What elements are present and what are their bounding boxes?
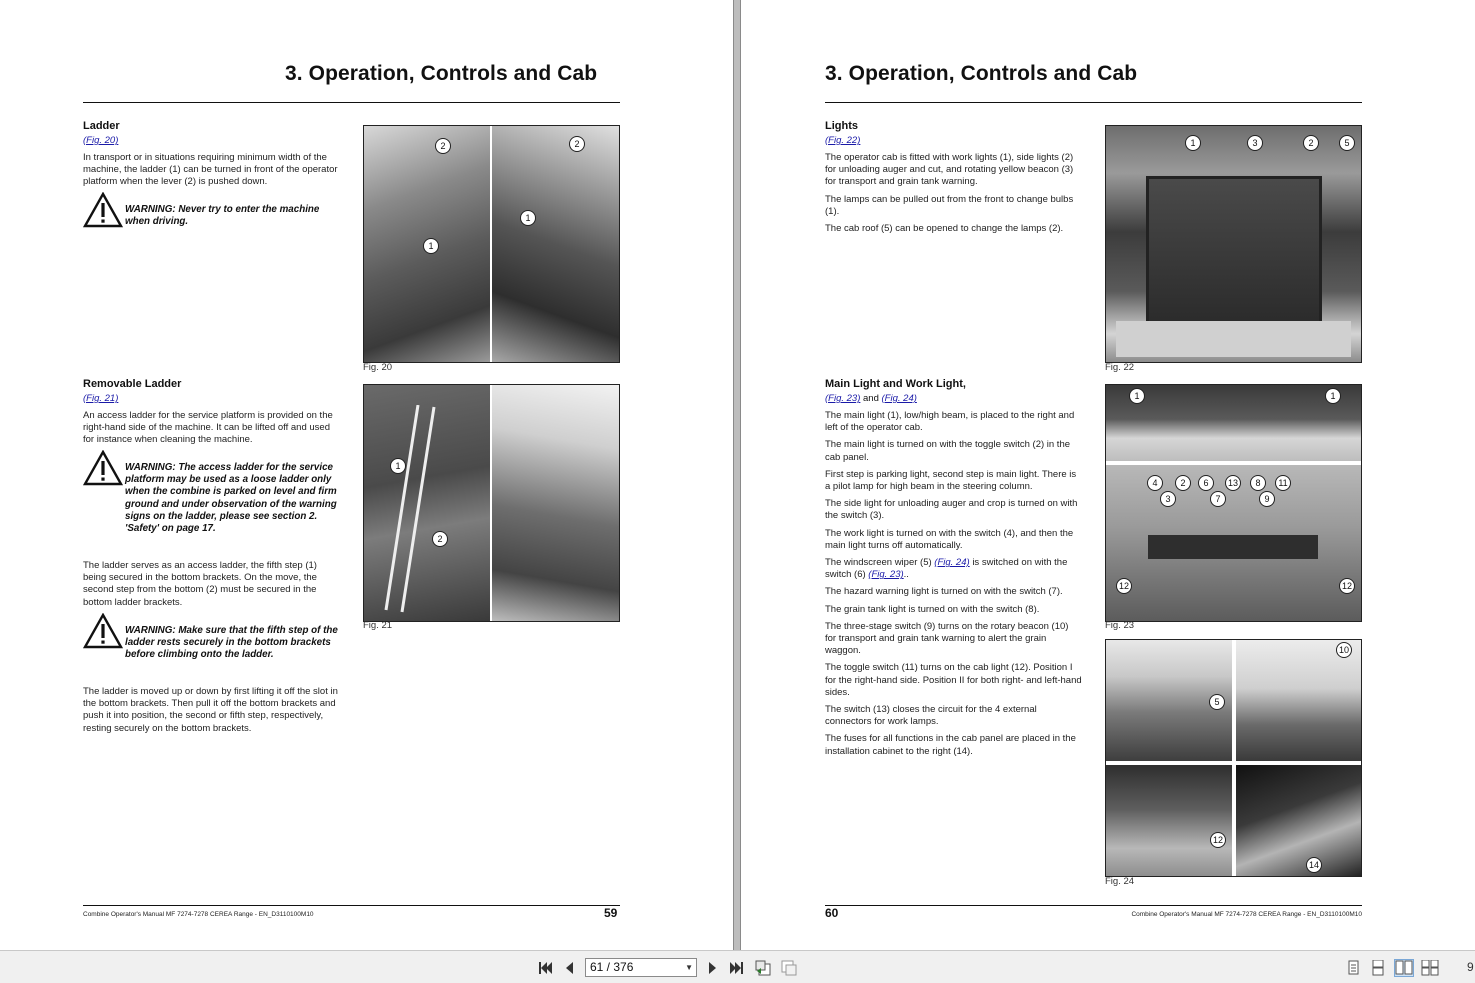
figure-caption: Fig. 20: [363, 362, 393, 373]
callout-1: 1: [520, 210, 536, 226]
main-light-paragraph: The hazard warning light is turned on with the switch (7).: [825, 586, 1063, 598]
warning-text: WARNING: Never try to enter the machine when driving.: [125, 204, 320, 228]
footer-rule: [83, 905, 620, 906]
warning-triangle-icon: [83, 450, 123, 486]
callout-6: 6: [1198, 475, 1214, 491]
removable-body-3: [83, 686, 341, 740]
ladder-deployed-photo: [492, 126, 619, 362]
page-number-field[interactable]: [585, 958, 697, 977]
warning-block: [83, 450, 341, 540]
footer-rule: [825, 905, 1362, 906]
ladder-body: [83, 152, 338, 194]
section-heading-main-light: Main Light and Work Light,: [825, 378, 966, 390]
figure-21-image: [363, 384, 620, 622]
title-rule: [83, 102, 620, 103]
main-light-paragraph: The main light is turned on with the toggle switch (2) in the cab panel.: [825, 439, 1071, 463]
removable-paragraph: The ladder serves as an access ladder, the fifth step (1) being secured in the bottom brackets. On the move, the second step from the bottom (2) must be secured in the bottom ladder brackets.: [83, 560, 317, 608]
fig-23-link[interactable]: (Fig. 23): [868, 569, 904, 581]
warning-block: [83, 613, 341, 663]
removable-paragraph: An access ladder for the service platform is provided on the right-hand side of the machine. It can be lifted off and used for instance when cleaning the machine.: [83, 410, 333, 446]
main-light-paragraph: The fuses for all functions in the cab panel are placed in the installation cabinet to the right (14).: [825, 733, 1076, 757]
photo-divider: [490, 385, 492, 621]
fig-20-link[interactable]: (Fig. 20): [83, 135, 119, 146]
two-page-icon[interactable]: [1394, 959, 1414, 977]
back-view-icon[interactable]: [754, 959, 772, 977]
callout-9: 9: [1259, 491, 1275, 507]
photo-divider: [490, 126, 492, 362]
warning-block: [83, 192, 341, 232]
section-heading-removable-ladder: Removable Ladder: [83, 378, 182, 390]
cab-photo: [1146, 176, 1322, 332]
warning-text: WARNING: Make sure that the fifth step of the ladder rests securely in the bottom brackets before climbing onto the ladder.: [125, 625, 338, 661]
callout-11: 11: [1275, 475, 1291, 491]
main-light-paragraph: The side light for unloading auger and crop is turned on with the switch (3).: [825, 498, 1078, 522]
main-light-paragraph: [825, 557, 1082, 581]
callout-14: 14: [1306, 857, 1322, 873]
fig-21-link[interactable]: (Fig. 21): [83, 393, 119, 404]
main-light-paragraph: First step is parking light, second step is main light. There is a pilot lamp for high beam in the steering column.: [825, 468, 1077, 493]
callout-1: 1: [1185, 135, 1201, 151]
removable-paragraph: The ladder is moved up or down by first lifting it off the slot in the bottom brackets. Then pull it off the bottom brackets and push it into position, the second or fifth step, respectively, resting securely on the bottom brackets.: [83, 686, 338, 734]
callout-5: 5: [1209, 694, 1225, 710]
section-heading-ladder: Ladder: [83, 120, 120, 132]
callout-2: 2: [435, 138, 451, 154]
callout-3: 3: [1160, 491, 1176, 507]
main-light-paragraph: The switch (13) closes the circuit for the 4 external connectors for work lamps.: [825, 704, 1037, 728]
callout-1: 1: [1129, 388, 1145, 404]
page-gutter: [733, 0, 741, 950]
zoom-value[interactable]: 9: [1467, 960, 1474, 974]
main-light-paragraph: The toggle switch (11) turns on the cab light (12). Position I for the right-hand side. Position II for both right- and left-hand sides.: [825, 662, 1082, 698]
chevron-down-icon[interactable]: ▼: [685, 963, 693, 972]
single-page-icon[interactable]: [1343, 959, 1363, 977]
viewer-toolbar: [0, 950, 1475, 983]
page-number-value: 61 / 376: [590, 960, 634, 974]
next-page-icon[interactable]: [703, 959, 721, 977]
figure-caption: Fig. 24: [1105, 876, 1135, 887]
ladder-paragraph: In transport or in situations requiring minimum width of the machine, the ladder (1) can be turned in front of the operator platform when the lever (2) is pushed down.: [83, 152, 338, 188]
lights-paragraph: The operator cab is fitted with work lights (1), side lights (2) for unloading auger and cut, and rotating yellow beacon (3) for transport and grain tank warning.: [825, 152, 1074, 188]
fig-23-link[interactable]: (Fig. 23): [825, 393, 861, 404]
callout-2: 2: [432, 531, 448, 547]
lights-body: [825, 152, 1082, 240]
main-light-paragraph: The grain tank light is turned on with the switch (8).: [825, 603, 1040, 615]
figure-23-image: [1105, 384, 1362, 622]
left-page: [0, 0, 733, 950]
fig-refs-line: [825, 393, 917, 404]
continuous-icon[interactable]: [1368, 959, 1388, 977]
callout-2: 2: [1303, 135, 1319, 151]
page-title: 3. Operation, Controls and Cab: [285, 62, 598, 85]
main-light-paragraph: The three-stage switch (9) turns on the rotary beacon (10) for transport and grain tank warning to alert the grain waggon.: [825, 620, 1069, 657]
first-page-icon[interactable]: [536, 959, 554, 977]
ladder-on-platform-photo: [492, 385, 619, 621]
page-title: 3. Operation, Controls and Cab: [825, 62, 1138, 85]
figure-22-image: [1105, 125, 1362, 363]
beacon-photo: [1236, 640, 1361, 761]
callout-12: 12: [1116, 578, 1132, 594]
callout-2: 2: [569, 136, 585, 152]
fuse-cabinet-photo: [1236, 765, 1361, 876]
fig-22-link[interactable]: (Fig. 22): [825, 135, 861, 146]
figure-caption: Fig. 23: [1105, 620, 1135, 631]
callout-12: 12: [1210, 832, 1226, 848]
callout-5: 5: [1339, 135, 1355, 151]
forward-view-icon[interactable]: [780, 959, 798, 977]
warning-text: WARNING: The access ladder for the service platform may be used as a loose ladder only when the combine is parked on level and firm ground and under observation of the warning signs on the ladder, please see section 2. 'Safety' on page 17.: [125, 462, 337, 535]
removable-body-2: [83, 560, 341, 614]
prev-page-icon[interactable]: [561, 959, 579, 977]
main-light-paragraph: The work light is turned on with the switch (4), and then the main light turns off automatically.: [825, 527, 1074, 551]
callout-10: 10: [1336, 642, 1352, 658]
callout-12: 12: [1339, 578, 1355, 594]
title-rule: [825, 102, 1362, 103]
warning-triangle-icon: [83, 192, 123, 228]
cab-light-photo: [1106, 765, 1232, 876]
wiper-text-2: is switched on with the switch (6): [825, 557, 1068, 581]
lights-paragraph: The cab roof (5) can be opened to change the lamps (2).: [825, 223, 1064, 235]
callout-8: 8: [1250, 475, 1266, 491]
two-page-continuous-icon[interactable]: [1420, 959, 1440, 977]
figure-20-image: [363, 125, 620, 363]
right-page: [741, 0, 1475, 950]
page-number: 59: [604, 906, 618, 920]
fig-24-link[interactable]: (Fig. 24): [934, 557, 970, 569]
warning-triangle-icon: [83, 613, 123, 649]
page-number: 60: [825, 906, 839, 920]
cab-front-photo: [1116, 321, 1351, 357]
callout-4: 4: [1147, 475, 1163, 491]
footer-text: Combine Operator's Manual MF 7274-7278 CEREA Range - EN_D3110100M10: [83, 911, 314, 918]
removable-body: [83, 410, 341, 452]
callout-1: 1: [1325, 388, 1341, 404]
callout-3: 3: [1247, 135, 1263, 151]
footer-text: Combine Operator's Manual MF 7274-7278 CEREA Range - EN_D3110100M10: [1131, 911, 1362, 918]
callout-1: 1: [423, 238, 439, 254]
callout-7: 7: [1210, 491, 1226, 507]
last-page-icon[interactable]: [728, 959, 746, 977]
fig-24-link[interactable]: (Fig. 24): [881, 393, 917, 404]
switch-bank-photo: [1148, 535, 1318, 559]
callout-13: 13: [1225, 475, 1241, 491]
main-light-paragraph: The main light (1), low/high beam, is placed to the right and left of the operator cab.: [825, 410, 1075, 434]
ladder-illustration: [384, 405, 444, 615]
figure-caption: Fig. 21: [363, 620, 393, 631]
callout-2: 2: [1175, 475, 1191, 491]
lights-paragraph: The lamps can be pulled out from the front to change bulbs (1).: [825, 193, 1074, 217]
conjunction-text: and: [863, 393, 879, 404]
callout-1: 1: [390, 458, 406, 474]
figure-24-image: [1105, 639, 1362, 877]
section-heading-lights: Lights: [825, 120, 858, 132]
figure-caption: Fig. 22: [1105, 362, 1135, 373]
wiper-text: The windscreen wiper (5): [825, 557, 932, 569]
wiper-text-end: ..: [903, 569, 909, 581]
main-light-body: [825, 410, 1082, 763]
